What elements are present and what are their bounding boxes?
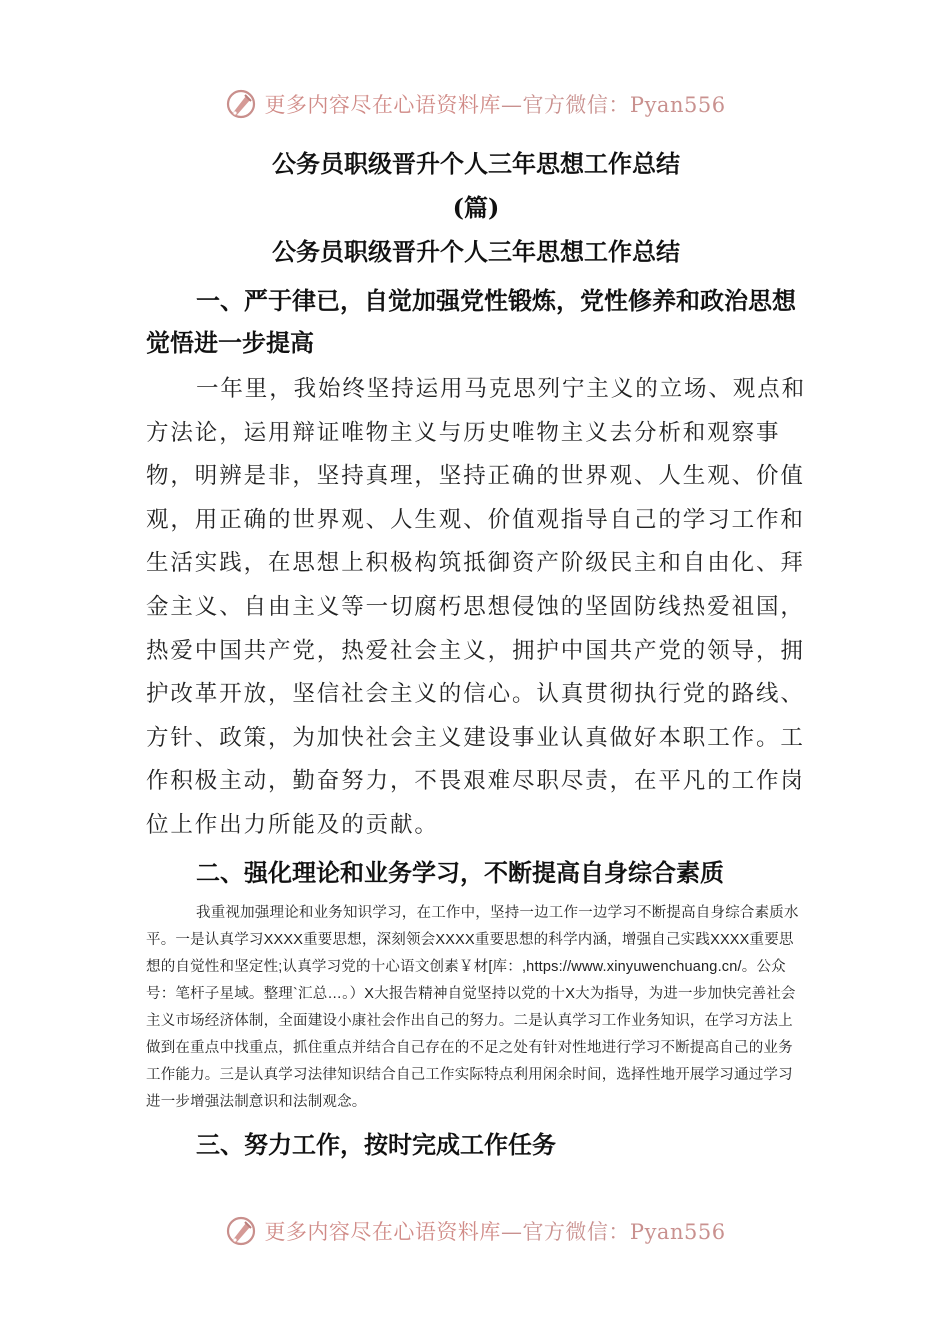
watermark-separator: — xyxy=(500,93,523,117)
pen-nib-icon xyxy=(224,1214,258,1248)
section-3-heading: 三、努力工作，按时完成工作任务 xyxy=(196,1129,556,1159)
watermark-brand: 更多内容尽在心语资料库 xyxy=(264,93,501,117)
document-title-repeat: 公务员职级晋升个人三年思想工作总结 xyxy=(272,237,680,266)
watermark-suffix: 官方微信：Pyan556 xyxy=(522,93,726,117)
watermark-brand: 更多内容尽在心语资料库 xyxy=(264,1220,501,1244)
watermark-suffix: 官方微信：Pyan556 xyxy=(522,1220,726,1244)
section-2-paragraph: 我重视加强理论和业务知识学习，在工作中，坚持一边工作一边学习不断提高自身综合素质水平。一是认真学习XXXX重要思想，深刻领会XXXX重要思想的科学内涵，增强自己实践XXXX重要思想的自觉性和坚定性;认真学习党的十心语文创素￥材[库：,https://www.xinyuwenchuang.cn/。公众号：笔杆子星域。整理`汇总…。）X大报告精神自觉坚持以党的十X大为指导，为进一步加快完善社会主义市场经济体制，全面建设小康社会作出自己的努力。二是认真学习工作业务知识，在学习方法上做到在重点中找重点，抓住重点并结合自己存在的不足之处有针对性地进行学习不断提高自己的业务工作能力。三是认真学习法律知识结合自己工作实际特点利用闲余时间，选择性地开展学习通过学习进一步增强法制意识和法制观念。 xyxy=(146,904,799,1110)
header-watermark-text xyxy=(264,89,725,119)
pen-nib-icon xyxy=(224,87,258,121)
footer-watermark-banner xyxy=(0,1211,950,1251)
section-2-heading: 二、强化理论和业务学习，不断提高自身综合素质 xyxy=(196,857,724,887)
footer-watermark-text xyxy=(264,1216,725,1246)
header-watermark-banner xyxy=(0,84,950,124)
section-1-heading: 一、严于律已，自觉加强党性锻炼，党性修养和政治思想觉悟进一步提高 xyxy=(146,286,796,357)
document-body xyxy=(146,140,806,1166)
watermark-separator: — xyxy=(500,1220,523,1244)
document-title-subtitle: (篇) xyxy=(452,193,500,222)
document-title: 公务员职级晋升个人三年思想工作总结 xyxy=(272,149,680,178)
section-1-paragraph: 一年里，我始终坚持运用马克思列宁主义的立场、观点和方法论，运用辩证唯物主义与历史唯物主义去分析和观察事物，明辨是非，坚持真理，坚持正确的世界观、人生观、价值观，用正确的世界观、人生观、价值观指导自己的学习工作和生活实践，在思想上积极构筑抵御资产阶级民主和自由化、拜金主义、自由主义等一切腐朽思想侵蚀的坚固防线热爱祖国，热爱中国共产党，热爱社会主义，拥护中国共产党的领导，拥护改革开放，坚信社会主义的信心。认真贯彻执行党的路线、方针、政策，为加快社会主义建设事业认真做好本职工作。工作积极主动，勤奋努力，不畏艰难尽职尽责，在平凡的工作岗位上作出力所能及的贡献。 xyxy=(146,376,807,838)
